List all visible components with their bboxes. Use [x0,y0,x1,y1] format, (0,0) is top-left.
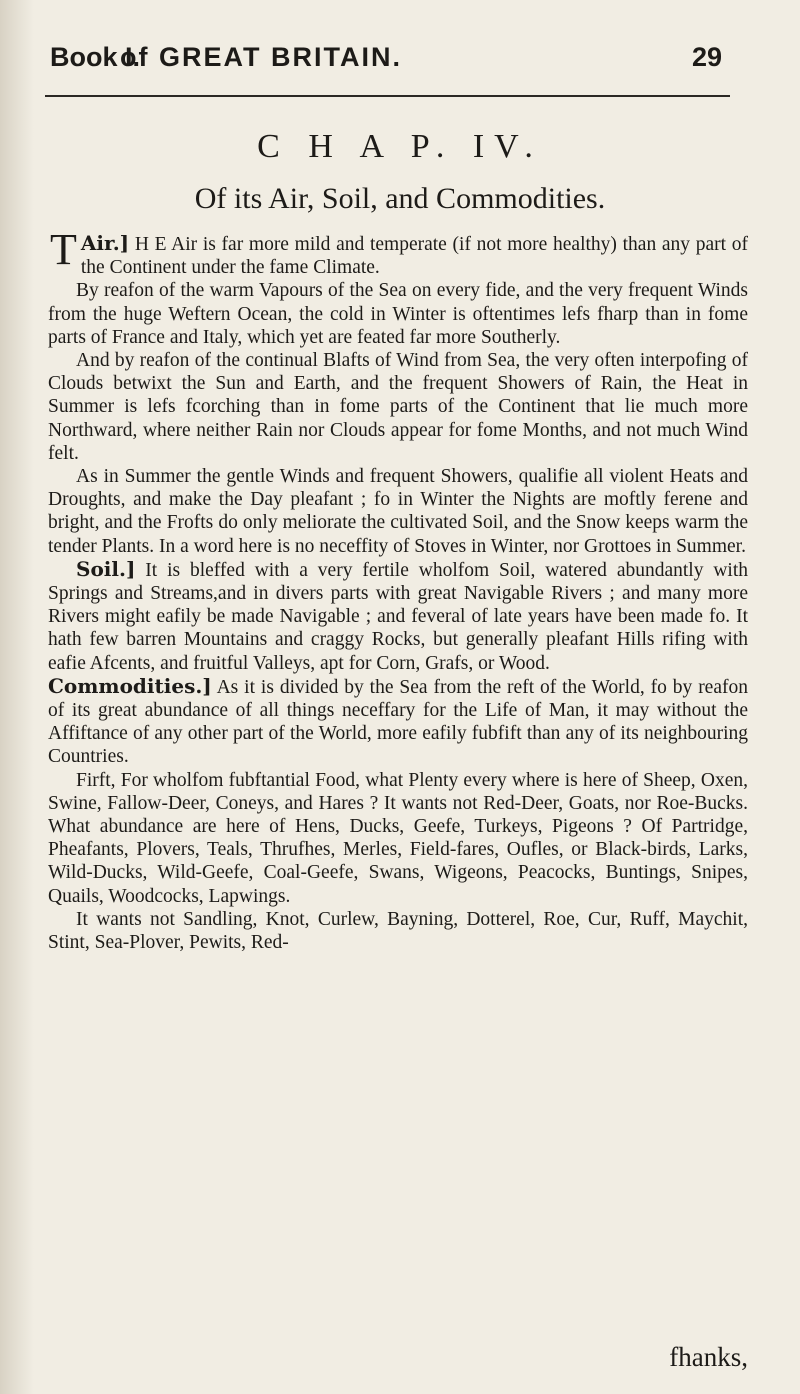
paragraph-air-1 [48,225,749,279]
marginal-heading-soil: Soil.] [76,556,136,581]
running-title: of GREAT BRITAIN. [120,42,402,72]
paragraph-wants: It wants not Sandling, Knot, Curlew, Bayning, Dotterel, Roe, Cur, Ruff, Maychit, Stint, Sea-Plover, Pewits, Red- [48,908,748,954]
paragraph-commodities [48,675,748,769]
chapter-subtitle: Of its Air, Soil, and Commodities. [194,182,606,215]
paragraph-first: Firft, For wholfom fubftantial Food, what Plenty every where is here of Sheep, Oxen, Swine, Fallow-Deer, Coneys, and Hares ? It wants not Red-Deer, Goats, nor Roe-Bucks. What abundance are here of Hens, Ducks, Geefe, Turkeys, Pigeons ? Of Partridge, Pheafants, Plovers, Teals, Thrufhes, Merles, Field-fares, Oufles, or Black-birds, Larks, Wild-Ducks, Wild-Geefe, Coal-Geefe, Swans, Wigeons, Peacocks, Buntings, Snipes, Quails, Woodcocks, Lapwings. [48,769,748,907]
catchword: fhanks, [669,1342,748,1372]
body-text [48,225,749,954]
page-number: 29 [691,42,722,72]
paragraph-air-2: By reafon of the warm Vapours of the Sea on every fide, and the very frequent Winds from the huge Weftern Ocean, the cold in Winter is oftentimes lefs fharp than in fome parts of France and Italy, which yet are feated far more Southerly. [48,280,748,348]
header-rule [45,95,730,97]
paragraph-soil [48,558,748,675]
chapter-heading: C H A P. IV. [257,128,543,165]
marginal-heading-commodities: Commodities.] [48,673,212,698]
paragraph-air-4: As in Summer the gentle Winds and frequent Showers, qualifie all violent Heats and Droughts, and make the Day pleafant ; fo in Winter the Nights are moftly ferene and bright, and the Frofts do only meliorate the cultivated Soil, and the Snow keeps warm the tender Plants. In a word here is no neceffity of Stoves in Winter, nor Grottoes in Summer. [48,466,748,557]
book-label: Book I. [50,42,141,72]
soil-text: It is bleffed with a very fertile wholfom Soil, watered abundantly with Springs and Streams,and in divers parts with great Navigable Rivers ; and many more Rivers might eafily be made Navigable ; and feveral of late years have been made fo. It hath few barren Mountains and craggy Rocks, but generally pleafant Hills rifing with eafie Afcents, and fruitful Valleys, apt for Corn, Grafs, or Wood. [48,559,749,674]
running-header [50,42,750,92]
drop-capital: T [50,225,77,274]
paragraph-air-3: And by reafon of the continual Blafts of Wind from Sea, the very often interpofing of Clouds betwixt the Sun and Earth, and the frequent Showers of Rain, the Heat in Summer is lefs fcorching than in fome parts of the Continent that lie much more Northward, where neither Rain nor Clouds appear for fome Months, and not much Wind felt. [48,350,748,464]
air-text-1: H E Air is far more mild and temperate (if not more healthy) than any part of the Continent under the fame Climate. [80,234,749,279]
commodities-text: As it is divided by the Sea from the reft of the World, fo by reafon of its great abundance of all things neceffary for the Life of Man, it may without the Affiftance of any other part of the World, more eafily fubfift than any of its neighbouring Countries. [48,676,748,768]
marginal-heading-air: Air.] [80,231,130,255]
